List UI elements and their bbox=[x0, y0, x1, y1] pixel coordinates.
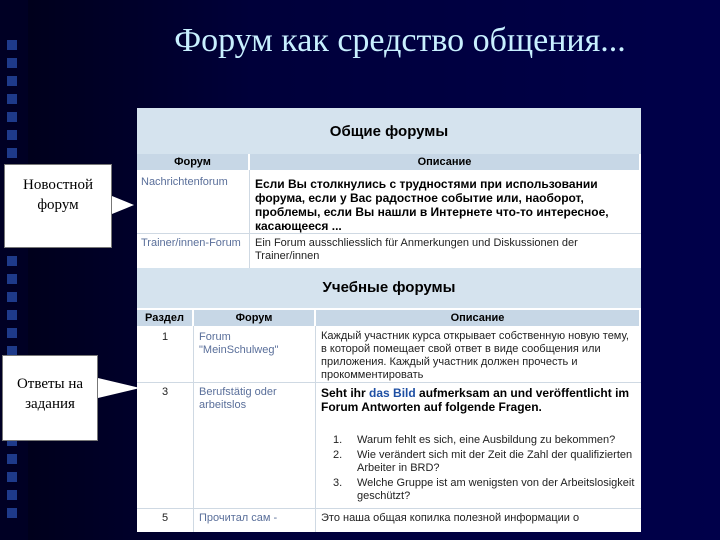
section-number: 3 bbox=[161, 386, 169, 398]
list-item bbox=[321, 434, 637, 447]
col-description: Описание bbox=[316, 310, 641, 326]
question-text: Warum fehlt es sich, eine Ausbildung zu bekommen? bbox=[357, 434, 616, 446]
callout-news-forum: Новостной форум bbox=[4, 164, 112, 248]
learning-forums-heading: Учебные форумы bbox=[137, 268, 641, 308]
section-number: 5 bbox=[161, 512, 169, 524]
forum-link-prochital[interactable]: Прочитал сам - bbox=[199, 512, 278, 524]
forum-link-news[interactable]: Nachrichtenforum bbox=[141, 176, 228, 188]
forum-link-schulweg[interactable]: Forum "MeinSchulweg" bbox=[199, 331, 279, 356]
image-link[interactable]: das Bild bbox=[369, 386, 416, 400]
forum-description: Это наша общая копилка полезной информации о bbox=[321, 512, 580, 524]
question-list bbox=[321, 434, 637, 505]
slide-title: Форум как средство общения... bbox=[174, 22, 626, 59]
question-text: Wie verändert sich mit der Zeit die Zahl der qualifizierten Arbeiter in BRD? bbox=[357, 449, 633, 474]
col-description: Описание bbox=[250, 154, 641, 170]
decorative-strip bbox=[0, 0, 28, 540]
question-number: 2. bbox=[333, 449, 343, 461]
forum-description: Ein Forum ausschliesslich für Anmerkungen und Diskussionen der Trainer/innen bbox=[255, 237, 578, 262]
question-number: 1. bbox=[333, 434, 343, 446]
description-text: Seht ihr bbox=[321, 386, 370, 400]
forum-description: Каждый участник курса открывает собственную новую тему, в которой помещает свой ответ в виде сообщения или приложения. Каждый участник должен прочесть и прокомментировать bbox=[321, 330, 629, 381]
callout-answers: Ответы на задания bbox=[2, 355, 98, 441]
callout-arrow bbox=[112, 196, 134, 214]
forum-description bbox=[321, 386, 637, 414]
forum-link-trainer[interactable]: Trainer/innen-Forum bbox=[141, 237, 241, 249]
col-forum: Форум bbox=[194, 310, 316, 326]
forum-screenshot bbox=[137, 108, 641, 532]
forum-link-berufstaetig[interactable]: Berufstätig oder arbeitslos bbox=[199, 386, 277, 411]
forum-description: Если Вы столкнулись с трудностями при использовании форума, если у Вас радостное событие или, наоборот, проблемы, если Вы нашли в Интернете что-то интересное, касающееся ... bbox=[255, 177, 609, 233]
description-text: aufmerksam an und veröffentlicht im Forum Antworten auf folgende Fragen. bbox=[321, 386, 630, 414]
col-section: Раздел bbox=[137, 310, 194, 326]
question-text: Welche Gruppe ist am wenigsten von der Arbeitslosigkeit geschützt? bbox=[357, 477, 635, 502]
section-number: 1 bbox=[161, 331, 169, 343]
question-number: 3. bbox=[333, 477, 343, 489]
general-forums-heading: Общие форумы bbox=[137, 108, 641, 156]
col-forum: Форум bbox=[137, 154, 250, 170]
list-item bbox=[321, 477, 637, 503]
list-item bbox=[321, 449, 637, 475]
callout-arrow bbox=[98, 378, 140, 398]
